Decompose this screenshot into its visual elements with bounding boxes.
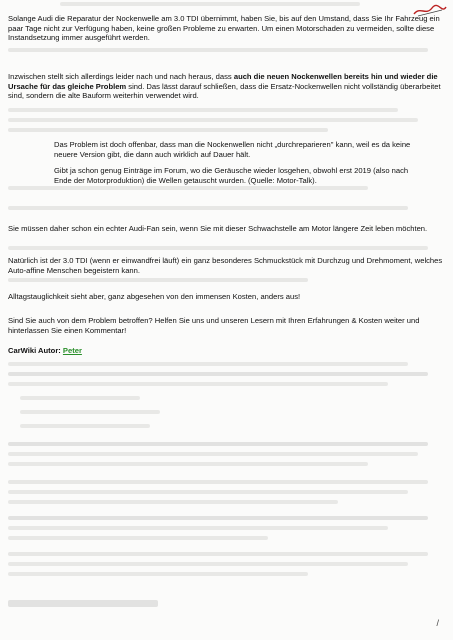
bleed-through — [8, 206, 408, 210]
paragraph-everyday: Alltagstauglichkeit sieht aber, ganz abgesehen von den immensen Kosten, anders aus! — [8, 292, 301, 301]
bleed-through — [8, 108, 398, 112]
bleed-through — [8, 536, 268, 540]
bleed-through — [8, 526, 388, 530]
author-link[interactable]: Peter — [62, 346, 82, 355]
bleed-through — [8, 572, 308, 576]
bleed-through — [8, 552, 428, 556]
page-number: / — [436, 618, 439, 628]
paragraph-repair: Solange Audi die Reparatur der Nockenwelle am 3.0 TDI übernimmt, haben Sie, bis auf den Umstand, dass Sie Ihr Fahrzeug ein paar Tage nicht zur Verfügung haben, keine großen Probleme zu erwarten. Um einen Motorschaden zu vermeiden, sollte diese Instandsetzung immer ausgeführt werden. — [8, 14, 440, 43]
bleed-through — [60, 2, 360, 6]
bleed-through — [20, 424, 150, 428]
bleed-through — [8, 500, 338, 504]
quote-forum-2: Gibt ja schon genug Einträge im Forum, wo die Geräusche wieder losgehen, obwohl erst 2019 (also nach Ende der Motorproduktion) die Wellen getauscht wurden. (Quelle: Motor-Talk). — [54, 166, 409, 185]
paragraph-new-camshafts-text-2: sind. Das lässt darauf schließen, dass die Ersatz-Nockenwellen nicht vollständig überarbeitet sind, sondern die alte Bauform weiterhin verwendet wird. — [8, 81, 441, 101]
bleed-through — [8, 48, 428, 52]
paragraph-new-camshafts-text-1: Inzwischen stellt sich allerdings leider nach und nach heraus, dass — [8, 72, 234, 81]
paragraph-new-camshafts-emphasis: auch die neuen Nockenwellen bereits hin und wieder die Ursache für das gleiche Problem — [8, 72, 438, 91]
bleed-through — [8, 462, 368, 466]
bleed-through — [8, 278, 308, 282]
bleed-through — [8, 118, 418, 122]
author-label: CarWiki Autor: — [8, 346, 63, 355]
paragraph-call-to-action: Sind Sie auch von dem Problem betroffen? Helfen Sie uns und unseren Lesern mit Ihren Erfahrungen & Kosten weiter und hinterlassen Sie einen Kommentar! — [8, 316, 420, 335]
bleed-through — [8, 452, 418, 456]
bleed-through-heading — [8, 600, 158, 607]
bleed-through — [8, 246, 428, 250]
bleed-through — [8, 442, 428, 446]
bleed-through — [8, 516, 428, 520]
bleed-through — [8, 562, 408, 566]
bleed-through — [8, 490, 408, 494]
paragraph-new-camshafts — [8, 72, 446, 101]
bleed-through — [8, 480, 428, 484]
bleed-through — [8, 186, 368, 190]
bleed-through — [8, 362, 408, 366]
bleed-through — [20, 410, 160, 414]
paragraph-audi-fan: Sie müssen daher schon ein echter Audi-Fan sein, wenn Sie mit dieser Schwachstelle am Motor längere Zeit leben möchten. — [8, 224, 428, 233]
bleed-through — [8, 372, 428, 376]
bleed-through — [8, 382, 388, 386]
quote-forum-1: Das Problem ist doch offenbar, dass man die Nockenwellen nicht „durchreparieren" kann, weil es da keine neuere Version gibt, die dann auch wirklich auf Dauer hält. — [54, 140, 411, 159]
bleed-through — [8, 128, 328, 132]
bleed-through — [20, 396, 140, 400]
author-line — [8, 346, 446, 356]
paragraph-tdi: Natürlich ist der 3.0 TDI (wenn er einwandfrei läuft) ein ganz besonderes Schmuckstück mit Durchzug und Drehmoment, welches Auto-affine Menschen begeistern kann. — [8, 256, 443, 275]
